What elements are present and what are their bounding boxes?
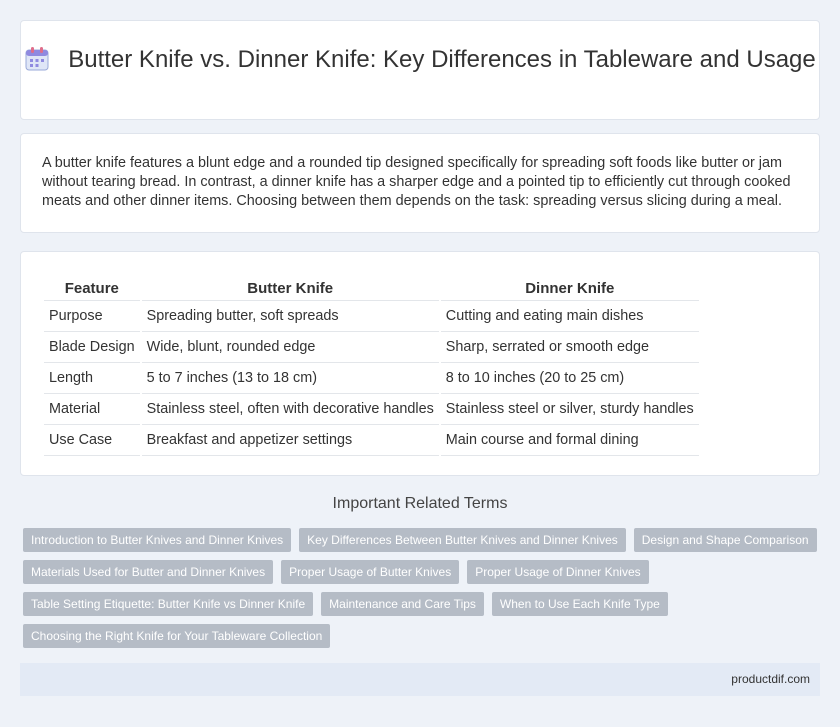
table-row xyxy=(44,300,699,331)
related-term-tag[interactable]: Materials Used for Butter and Dinner Knives xyxy=(23,560,273,584)
table-cell: Sharp, serrated or smooth edge xyxy=(441,331,699,362)
table-cell: Use Case xyxy=(44,424,140,456)
table-row xyxy=(44,393,699,424)
description-card xyxy=(20,133,820,233)
related-term-tag[interactable]: Table Setting Etiquette: Butter Knife vs Dinner Knife xyxy=(23,592,313,616)
table-cell: Cutting and eating main dishes xyxy=(441,300,699,331)
related-term-tag[interactable]: Key Differences Between Butter Knives and Dinner Knives xyxy=(299,528,626,552)
related-term-tag[interactable]: Introduction to Butter Knives and Dinner Knives xyxy=(23,528,291,552)
table-cell: 8 to 10 inches (20 to 25 cm) xyxy=(441,362,699,393)
table-cell: Spreading butter, soft spreads xyxy=(142,300,439,331)
table-row xyxy=(44,331,699,362)
related-term-tag[interactable]: Proper Usage of Dinner Knives xyxy=(467,560,648,584)
related-term-tag[interactable]: Choosing the Right Knife for Your Tableware Collection xyxy=(23,624,330,648)
related-term-tag[interactable]: When to Use Each Knife Type xyxy=(492,592,668,616)
table-cell: Stainless steel, often with decorative handles xyxy=(142,393,439,424)
table-row xyxy=(44,362,699,393)
title-card xyxy=(20,20,820,120)
related-term-tag[interactable]: Design and Shape Comparison xyxy=(634,528,817,552)
related-term-tag[interactable]: Proper Usage of Butter Knives xyxy=(281,560,459,584)
table-cell: Stainless steel or silver, sturdy handles xyxy=(441,393,699,424)
table-row xyxy=(44,424,699,456)
header-feature: Feature xyxy=(64,280,119,297)
calendar-icon xyxy=(24,46,50,72)
related-terms-title: Important Related Terms xyxy=(332,495,508,512)
header-dinner-knife: Dinner Knife xyxy=(525,280,615,297)
table-cell: Purpose xyxy=(44,300,140,331)
header-butter-knife: Butter Knife xyxy=(247,280,334,297)
table-cell: Breakfast and appetizer settings xyxy=(142,424,439,456)
table-cell: Wide, blunt, rounded edge xyxy=(142,331,439,362)
table-cell: Main course and formal dining xyxy=(441,424,699,456)
footer-site-link[interactable]: productdif.com xyxy=(731,672,810,686)
related-term-tag[interactable]: Maintenance and Care Tips xyxy=(321,592,484,616)
comparison-table xyxy=(42,275,701,456)
page-title-wrap xyxy=(21,45,819,74)
related-terms-tags xyxy=(23,528,823,656)
comparison-card xyxy=(20,251,820,476)
description-text: A butter knife features a blunt edge and a rounded tip designed specifically for spreading soft foods like butter or jam without tearing bread. In contrast, a dinner knife has a sharper edge and a pointed tip to efficiently cut through cooked meats and other dinner items. Choosing between them depends on the task: spreading versus slicing during a meal. xyxy=(42,155,791,209)
table-cell: Blade Design xyxy=(44,331,140,362)
footer xyxy=(20,663,820,696)
table-cell: Length xyxy=(44,362,140,393)
table-header-row xyxy=(44,275,699,300)
table-cell: Material xyxy=(44,393,140,424)
table-cell: 5 to 7 inches (13 to 18 cm) xyxy=(142,362,439,393)
page-title: Butter Knife vs. Dinner Knife: Key Differences in Tableware and Usage xyxy=(68,46,816,73)
